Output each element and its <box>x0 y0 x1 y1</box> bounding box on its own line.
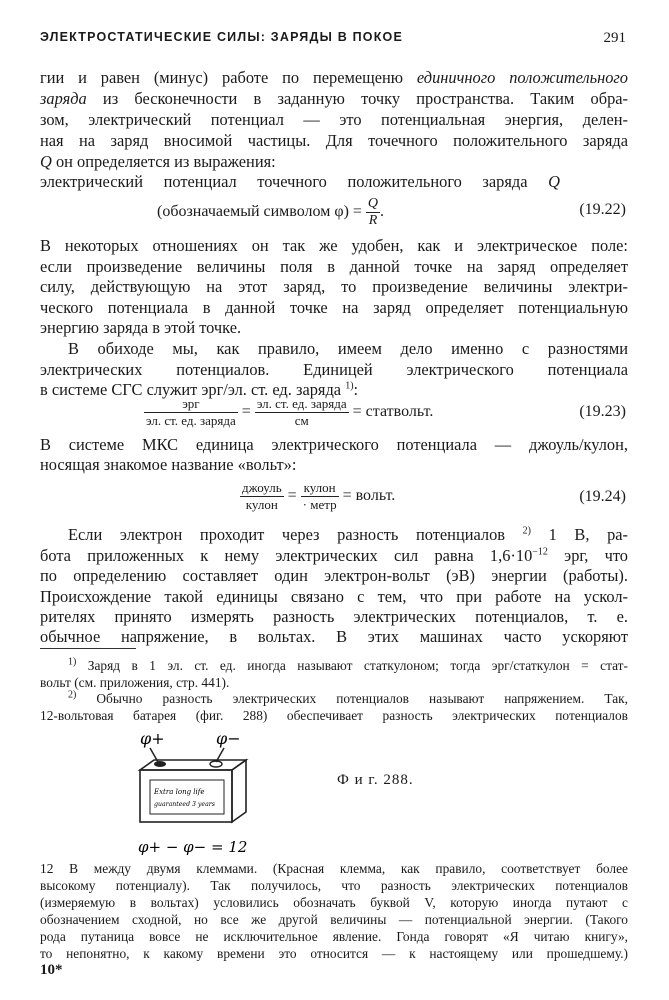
footnote-1: $^{1)}$ Заряд в 1 эл. ст. ед. иногда называют статкулоном; тогда эрг/статкулон = стат- <box>68 656 628 673</box>
text-line: если произведение величины поля в данной точке на заряд определяет <box>40 257 628 276</box>
text-line: бота приложенных к нему электрических сил равна $1,6\cdot 10^{-12}$ эрг, что <box>40 546 628 565</box>
text-line: В обиходе мы, как правило, имеем дело именно с разностями <box>68 339 628 358</box>
battery-label-1: Extra long life <box>154 788 205 796</box>
equation-19-23: $\frac{\text{эрг}}{\text{эл. ст. ед. заряда}}$ = $\frac{\text{эл. ст. ед. заряда}}{см}$ = статвольт. <box>146 396 434 428</box>
battery-label-2: guaranteed 3 years <box>154 801 215 808</box>
equation-19-24: $\frac{\text{джоуль}}{\text{кулон}}$ = $\frac{\text{кулон}}{\text{· метр}}$ = вольт. <box>242 480 396 512</box>
text-line: зом, электрический потенциал — это потенциальная энергия, делен- <box>40 110 628 129</box>
footnote-rule <box>40 648 136 649</box>
signature-mark: 10* <box>40 962 63 978</box>
text-line: обычное напряжение, в вольтах. В этих машинах часто ускоряют <box>40 627 628 646</box>
text-line: гии и равен (минус) работе по перемещеню единичного положительного <box>40 68 628 87</box>
equation-number: (19.24) <box>579 488 626 505</box>
text-line: ная на заряд вносимой частицы. Для точечного положительного заряда <box>40 131 628 150</box>
battery-figure <box>128 728 258 858</box>
equation-19-22: (обозначаемый символом φ) = $\frac{Q}{R}$ . <box>157 196 385 228</box>
text-line: в системе СГС служит эрг/эл. ст. ед. заряда $^{1)}$: <box>40 380 359 399</box>
text-line: ческого потенциала в данной точке на заряд определяет потенциальную <box>40 298 628 317</box>
footnote-2: $^{2)}$ Обычно разность электрических потенциалов называют напряжением. Так, <box>68 689 628 706</box>
figure-caption: Ф и г. 288. <box>337 772 414 788</box>
footnote-text-line: то непонятно, к какому времени это относится — к настоящему или прошедшему.) <box>40 946 628 961</box>
page-number: 291 <box>603 30 626 46</box>
equation-number: (19.23) <box>579 403 626 420</box>
text-line: электрических потенциалов. Единицей электрического потенциала <box>40 360 628 379</box>
footnote-text-line: 12 В между двумя клеммами. (Красная клемма, как правило, соответствует более <box>40 861 628 876</box>
text-line: по определению составляет один электрон-вольт (эВ) энергии (работы). <box>40 566 628 585</box>
text-line: Происхождение такой единицы связано с тем, что при работе на ускол- <box>40 587 628 606</box>
footnote-text-line: обозначением сходной, но все же другой величины — потенциальной энергии. (Такого <box>40 912 628 927</box>
footnote-text-line: высокому потенциалу). Так получилось, что разность электрических потенциалов <box>40 878 628 893</box>
definition-line: электрический потенциал точечного положительного заряда Q <box>40 172 560 191</box>
footnote-2-cont: 12-вольтовая батарея (фиг. 288) обеспечивает разность электрических потенциалов <box>40 708 628 723</box>
running-header: ЭЛЕКТРОСТАТИЧЕСКИЕ СИЛЫ: ЗАРЯДЫ В ПОКОЕ <box>40 30 403 44</box>
text-line: носящая знакомое название «вольт»: <box>40 455 297 474</box>
phi-minus-label: φ− <box>216 729 241 748</box>
phi-plus-label: φ+ <box>140 729 165 748</box>
text-line: силу, действующую на этот заряд, то произведение величины электри- <box>40 277 628 296</box>
potential-difference-formula: φ+ − φ− = 12 <box>138 838 248 856</box>
text-line: рителях принято измерять разность электрических потенциалов, т. е. <box>40 607 628 626</box>
footnote-text-line: рода путаница вовсе не исключительное явление. Гонда говорят «Я читаю книгу», <box>40 929 628 944</box>
text-line: В некоторых отношениях он так же удобен, как и электрическое поле: <box>40 236 628 255</box>
text-line: заряда из бесконечности в заданную точку пространства. Таким обра- <box>40 89 628 108</box>
text-line: Q он определяется из выражения: <box>40 152 276 171</box>
text-line: Если электрон проходит через разность потенциалов $^{2)}$ 1 В, ра- <box>68 525 628 544</box>
positive-terminal <box>154 761 166 767</box>
text-line: энергию заряда в этой точке. <box>40 318 242 337</box>
footnote-1-cont: вольт (см. приложения, стр. 441). <box>40 675 230 690</box>
equation-number: (19.22) <box>579 201 626 218</box>
footnote-text-line: (измеряемую в вольтах) условились обозначать буквой V, которую иногда путают с <box>40 895 628 910</box>
text-line: В системе МКС единица электрического потенциала — джоуль/кулон, <box>40 435 628 454</box>
